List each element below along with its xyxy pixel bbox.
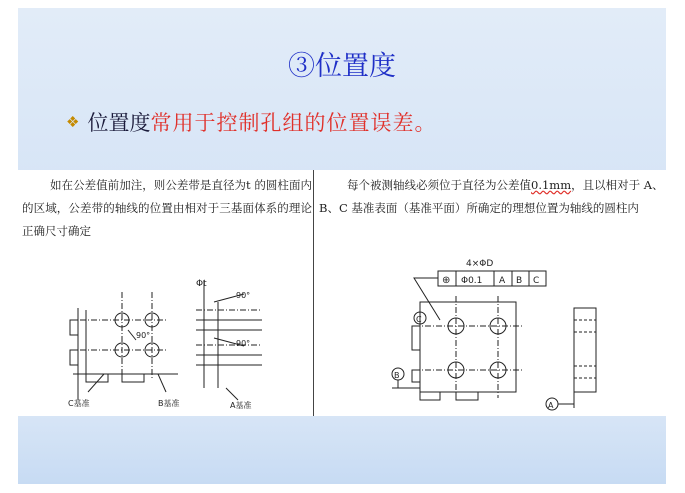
left-angle-label-top: 90° bbox=[236, 291, 251, 300]
bottom-band bbox=[18, 416, 666, 484]
bullet-line bbox=[66, 107, 436, 137]
datum-a-symbol: A bbox=[548, 401, 554, 410]
left-angle-label-bottom: 90° bbox=[236, 339, 251, 348]
fcf-datum-b: B bbox=[516, 276, 523, 286]
diamond-bullet-icon: ❖ bbox=[66, 113, 80, 131]
b-datum-label: B基准 bbox=[158, 399, 180, 408]
fcf-tolerance: Φ0.1 bbox=[461, 276, 483, 286]
hole-note-label: 4×ΦD bbox=[466, 259, 494, 269]
slide bbox=[18, 8, 666, 484]
right-text-value: 0.1mm bbox=[531, 178, 572, 192]
fcf-datum-a: A bbox=[499, 276, 506, 286]
position-symbol-icon: ⊕ bbox=[442, 275, 451, 286]
left-description: 如在公差值前加注，则公差带是直径为t 的圆柱面内的区域，公差带的轴线的位置由相对于三基面体系的理论正确尺寸确定 bbox=[22, 178, 312, 238]
fcf-datum-c: C bbox=[533, 276, 540, 286]
figure-panel bbox=[18, 170, 666, 421]
left-tolerance-zone-drawing bbox=[18, 170, 313, 421]
slide-title: ③位置度 bbox=[288, 51, 396, 82]
bullet-term: 位置度 bbox=[87, 111, 151, 135]
left-angle-label-mid: 90° bbox=[136, 331, 151, 340]
panel-divider bbox=[313, 170, 314, 421]
right-position-drawing bbox=[316, 170, 666, 421]
right-text-after: ，且以相对于 A、B、C 基准表面（基准平面）所确定的理想位置为轴线的圆柱内 bbox=[319, 178, 664, 215]
bullet-description: 常用于控制孔组的位置误差。 bbox=[150, 111, 437, 135]
a-datum-label: A基准 bbox=[230, 401, 252, 410]
datum-b-symbol: B bbox=[394, 371, 400, 380]
c-datum-label: C基准 bbox=[68, 399, 90, 408]
datum-c-symbol: C bbox=[416, 315, 422, 324]
right-text-before: 每个被测轴线必须位于直径为公差值 bbox=[347, 178, 531, 192]
left-tol-label: Φt bbox=[196, 279, 207, 289]
